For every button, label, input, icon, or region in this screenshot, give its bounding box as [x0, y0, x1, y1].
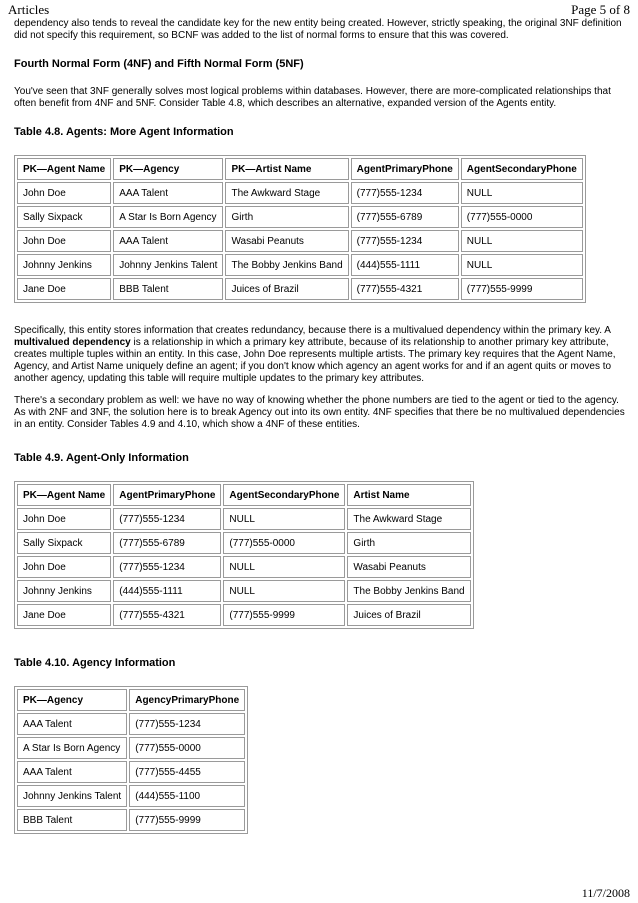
- paragraph-intro-4nf: You've seen that 3NF generally solves most logical problems within databases. However, there are more-complicated relationships that often benefit from 4NF and 5NF. Consider Table 4.8, which describes an alternative, expanded version of the Agents entity.: [14, 86, 611, 109]
- table-row: [17, 604, 471, 626]
- table-cell: NULL: [223, 556, 345, 578]
- table-cell: (777)555-9999: [129, 809, 245, 831]
- table-cell: AAA Talent: [17, 761, 127, 783]
- table-cell: (777)555-4455: [129, 761, 245, 783]
- table-cell: (777)555-0000: [461, 206, 583, 228]
- table-header-row: [17, 484, 471, 506]
- column-header: PK—Artist Name: [225, 158, 348, 180]
- table-row: [17, 761, 245, 783]
- table-cell: Girth: [347, 532, 470, 554]
- paragraph-multivalued-dependency: [14, 325, 626, 385]
- column-header: AgencyPrimaryPhone: [129, 689, 245, 711]
- table-cell: AAA Talent: [113, 230, 223, 252]
- table-cell: BBB Talent: [113, 278, 223, 300]
- table-cell: AAA Talent: [113, 182, 223, 204]
- table-cell: Johnny Jenkins: [17, 254, 111, 276]
- table-cell: Jane Doe: [17, 604, 111, 626]
- paragraph-text: Specifically, this entity stores information that creates redundancy, because there is a multivalued dependency within the primary key. A: [14, 325, 611, 336]
- table-cell: (777)555-0000: [129, 737, 245, 759]
- table-row: [17, 182, 583, 204]
- table-cell: NULL: [223, 580, 345, 602]
- table-row: [17, 556, 471, 578]
- table-cell: The Bobby Jenkins Band: [225, 254, 348, 276]
- table-cell: Johnny Jenkins: [17, 580, 111, 602]
- table-cell: Sally Sixpack: [17, 532, 111, 554]
- page-header: [8, 2, 630, 18]
- table-cell: A Star Is Born Agency: [17, 737, 127, 759]
- table-row: [17, 278, 583, 300]
- table-cell: Sally Sixpack: [17, 206, 111, 228]
- table-cell: (777)555-4321: [351, 278, 459, 300]
- table-cell: Girth: [225, 206, 348, 228]
- table-cell: A Star Is Born Agency: [113, 206, 223, 228]
- table-cell: (777)555-1234: [113, 508, 221, 530]
- table-4-10-title: Table 4.10. Agency Information: [14, 657, 176, 669]
- table-cell: Wasabi Peanuts: [347, 556, 470, 578]
- table-row: [17, 580, 471, 602]
- table-cell: John Doe: [17, 556, 111, 578]
- table-row: [17, 508, 471, 530]
- table-4-8: [14, 155, 586, 303]
- table-cell: John Doe: [17, 230, 111, 252]
- table-row: [17, 206, 583, 228]
- table-row: [17, 809, 245, 831]
- column-header: PK—Agency: [17, 689, 127, 711]
- column-header: AgentSecondaryPhone: [461, 158, 583, 180]
- table-cell: (444)555-1100: [129, 785, 245, 807]
- table-cell: John Doe: [17, 182, 111, 204]
- table-4-10: [14, 686, 248, 834]
- table-cell: (777)555-1234: [113, 556, 221, 578]
- table-4-9: [14, 481, 474, 629]
- heading-4nf-5nf: Fourth Normal Form (4NF) and Fifth Normal Form (5NF): [14, 58, 304, 70]
- table-cell: AAA Talent: [17, 713, 127, 735]
- table-cell: John Doe: [17, 508, 111, 530]
- paragraph-text: is a relationship in which a primary key attribute, because of its relationship to another primary key attribute, creates multiple tuples within an entity. In this case, John Doe represents multiple artists. The primary key requires that the Agent Name, Agency, and Artist Name uniquely define an agent; if you don't know which agency an agent works for and if an agent quits or moves to another agency, updating this table will require multiple updates to the primary key attributes.: [14, 337, 616, 384]
- table-row: [17, 230, 583, 252]
- table-row: [17, 737, 245, 759]
- table-cell: (777)555-6789: [113, 532, 221, 554]
- table-header-row: [17, 158, 583, 180]
- table-cell: (777)555-1234: [351, 182, 459, 204]
- table-cell: The Bobby Jenkins Band: [347, 580, 470, 602]
- paragraph-bcnf: dependency also tends to reveal the candidate key for the new entity being created. However, strictly speaking, the original 3NF definition did not specify this requirement, so BCNF was added to the list of normal forms to ensure that this was covered.: [14, 18, 622, 41]
- table-cell: Johnny Jenkins Talent: [113, 254, 223, 276]
- table-header-row: [17, 689, 245, 711]
- table-4-9-title: Table 4.9. Agent-Only Information: [14, 452, 189, 464]
- table-cell: (777)555-1234: [351, 230, 459, 252]
- table-cell: Juices of Brazil: [347, 604, 470, 626]
- table-cell: (444)555-1111: [113, 580, 221, 602]
- table-cell: Juices of Brazil: [225, 278, 348, 300]
- paragraph-secondary-problem: There's a secondary problem as well: we have no way of knowing whether the phone numbers are tied to the agent or tied to the agency. As with 2NF and 3NF, the solution here is to break Agency out into its own entity. 4NF specifies that there be no multivalued dependencies in an entity. Consider Tables 4.9 and 4.10, which show a 4NF of these entities.: [14, 395, 625, 430]
- page-date: 11/7/2008: [581, 886, 630, 900]
- table-cell: NULL: [461, 254, 583, 276]
- table-cell: (777)555-0000: [223, 532, 345, 554]
- table-row: [17, 713, 245, 735]
- table-cell: NULL: [223, 508, 345, 530]
- table-cell: Wasabi Peanuts: [225, 230, 348, 252]
- table-cell: (444)555-1111: [351, 254, 459, 276]
- column-header: AgentPrimaryPhone: [113, 484, 221, 506]
- header-title: Articles: [8, 2, 50, 17]
- page-number: Page 5 of 8: [571, 2, 630, 17]
- table-cell: Jane Doe: [17, 278, 111, 300]
- table-row: [17, 785, 245, 807]
- table-cell: NULL: [461, 230, 583, 252]
- table-cell: NULL: [461, 182, 583, 204]
- table-row: [17, 254, 583, 276]
- table-4-8-title: Table 4.8. Agents: More Agent Information: [14, 126, 234, 138]
- table-cell: Johnny Jenkins Talent: [17, 785, 127, 807]
- table-cell: (777)555-6789: [351, 206, 459, 228]
- table-cell: (777)555-9999: [461, 278, 583, 300]
- column-header: Artist Name: [347, 484, 470, 506]
- article-content: [14, 18, 626, 834]
- column-header: PK—Agent Name: [17, 158, 111, 180]
- table-cell: The Awkward Stage: [225, 182, 348, 204]
- table-cell: (777)555-9999: [223, 604, 345, 626]
- table-cell: BBB Talent: [17, 809, 127, 831]
- column-header: AgentPrimaryPhone: [351, 158, 459, 180]
- table-row: [17, 532, 471, 554]
- table-cell: The Awkward Stage: [347, 508, 470, 530]
- column-header: PK—Agency: [113, 158, 223, 180]
- column-header: AgentSecondaryPhone: [223, 484, 345, 506]
- table-cell: (777)555-4321: [113, 604, 221, 626]
- table-cell: (777)555-1234: [129, 713, 245, 735]
- column-header: PK—Agent Name: [17, 484, 111, 506]
- term-multivalued-dependency: multivalued dependency: [14, 337, 131, 348]
